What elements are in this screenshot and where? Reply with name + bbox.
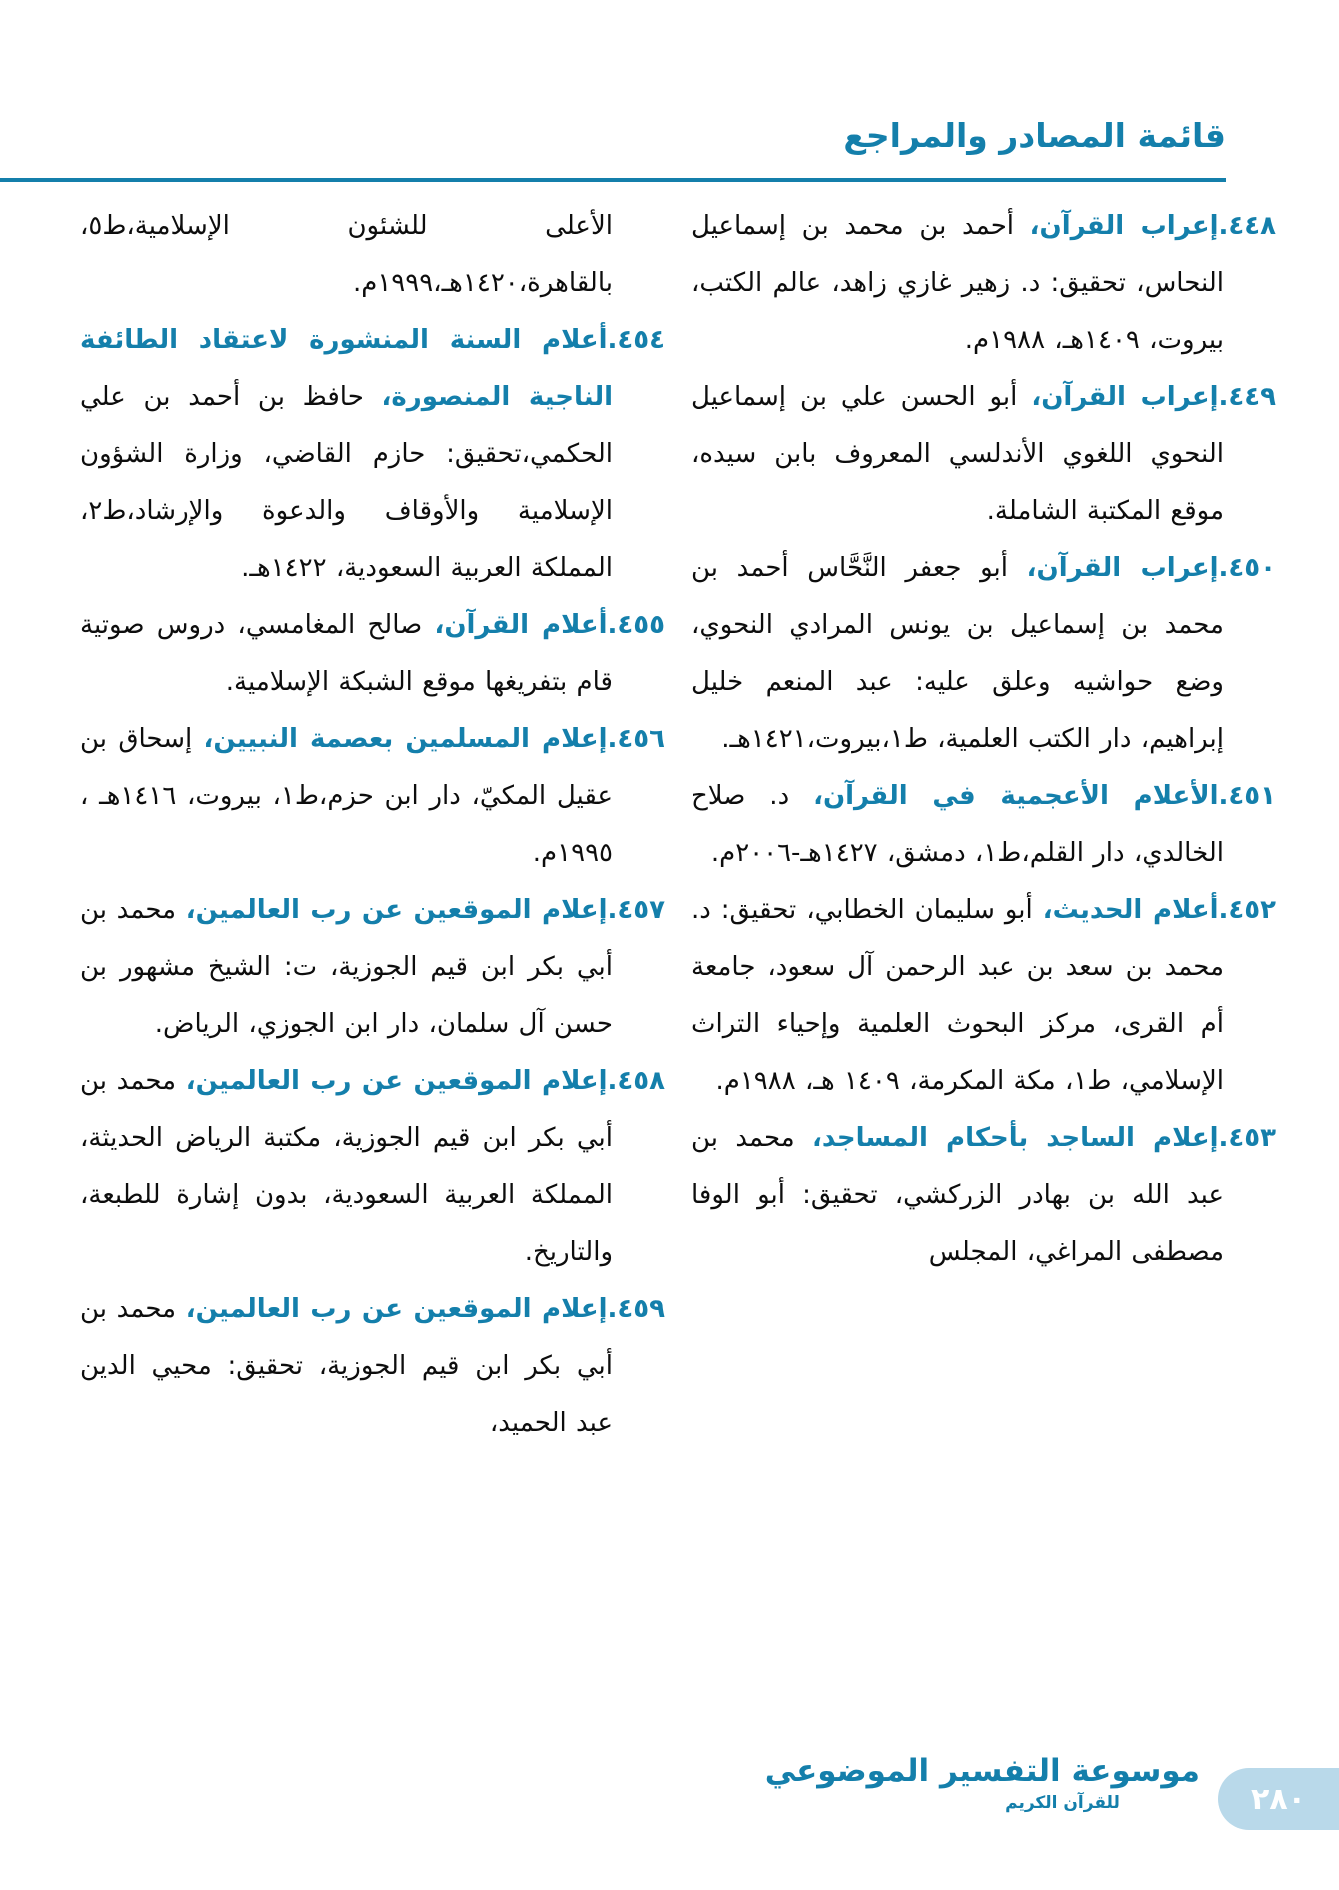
page-number-badge (1218, 1768, 1339, 1830)
header-divider-rule (0, 178, 1226, 182)
page-number: ٢٨٠ (1251, 1781, 1306, 1817)
entry-number: ٤٥٢. (1218, 895, 1276, 925)
entry-body: إسحاق بن عقيل المكيّ، دار ابن حزم،ط١، بيروت، ١٤١٦هـ ، ١٩٩٥م. (80, 724, 614, 868)
entry-body: محمد بن أبي بكر ابن قيم الجوزية، ت: الشيخ مشهور بن حسن آل سلمان، دار ابن الجوزي، الرياض. (80, 895, 613, 1039)
entry-body: محمد بن أبي بكر ابن قيم الجوزية، مكتبة الرياض الحديثة، المملكة العربية السعودية، بدون إشارة للطبعة، والتاريخ. (80, 1066, 613, 1267)
entry-title: الأعلام الأعجمية في القرآن، (813, 781, 1219, 811)
reference-entry (691, 882, 1276, 1110)
reference-entry (80, 882, 665, 1053)
entry-number: ٤٥٤. (607, 325, 665, 355)
reference-entry (80, 1281, 665, 1452)
references-column-left (80, 198, 665, 1746)
references-column-right (691, 198, 1276, 1746)
publisher-logo-title: موسوعة التفسير الموضوعي (764, 1753, 1200, 1789)
entry-title: إعلام المسلمين بعصمة النبيين، (203, 724, 608, 754)
reference-entry (691, 369, 1276, 540)
entry-title: أعلام السنة المنشورة لاعتقاد الطائفة الناجية المنصورة، (80, 325, 614, 412)
reference-entry (80, 597, 665, 711)
entry-number: ٤٤٩. (1218, 382, 1276, 412)
reference-entry (691, 768, 1276, 882)
entry-title: إعراب القرآن، (1029, 211, 1219, 241)
entry-body: أبو سليمان الخطابي، تحقيق: د. محمد بن سعد بن عبد الرحمن آل سعود، جامعة أم القرى، مركز البحوث العلمية وإحياء التراث الإسلامي، ط١، مكة المكرمة، ١٤٠٩ هـ، ١٩٨٨م. (691, 895, 1224, 1096)
entry-number: ٤٥٠. (1218, 553, 1276, 583)
reference-entry (80, 711, 665, 882)
reference-entry (691, 1110, 1276, 1281)
page-title: قائمة المصادر والمراجع (843, 116, 1226, 155)
entry-body: صالح المغامسي، دروس صوتية قام بتفريغها موقع الشبكة الإسلامية. (80, 610, 613, 697)
publisher-logo (764, 1753, 1200, 1813)
entry-body: د. صلاح الخالدي، دار القلم،ط١، دمشق، ١٤٢٧هـ-٢٠٠٦م. (691, 781, 1224, 868)
entry-body: أبو الحسن علي بن إسماعيل النحوي اللغوي الأندلسي المعروف بابن سيده، موقع المكتبة الشاملة. (691, 382, 1224, 526)
reference-entry (691, 540, 1276, 768)
entry-body: الأعلى للشئون الإسلامية،ط٥، بالقاهرة،١٤٢٠هـ،١٩٩٩م. (80, 211, 613, 298)
entry-title: إعلام الموقعين عن رب العالمين، (185, 1066, 608, 1096)
entry-number: ٤٥٦. (607, 724, 666, 754)
entry-body: أحمد بن محمد بن إسماعيل النحاس، تحقيق: د. زهير غازي زاهد، عالم الكتب، بيروت، ١٤٠٩هـ، ١٩٨٨م. (691, 211, 1224, 355)
references-list (80, 198, 1276, 1746)
entry-title: إعراب القرآن، (1026, 553, 1219, 583)
entry-number: ٤٥٩. (607, 1294, 665, 1324)
reference-entry (691, 198, 1276, 369)
entry-title: أعلام الحديث، (1042, 895, 1219, 925)
entry-number: ٤٥٨. (607, 1066, 665, 1096)
entry-body: حافظ بن أحمد بن علي الحكمي،تحقيق: حازم القاضي، وزارة الشؤون الإسلامية والأوقاف والدعوة والإرشاد،ط٢، المملكة العربية السعودية، ١٤٢٢هـ. (80, 382, 613, 583)
entry-number: ٤٤٨. (1218, 211, 1276, 241)
entry-title: إعلام الموقعين عن رب العالمين، (185, 1294, 608, 1324)
reference-entry-continuation (80, 198, 665, 312)
entry-body: محمد بن عبد الله بن بهادر الزركشي، تحقيق: أبو الوفا مصطفى المراغي، المجلس (691, 1123, 1224, 1267)
entry-title: إعراب القرآن، (1031, 382, 1219, 412)
entry-title: أعلام القرآن، (434, 610, 608, 640)
entry-number: ٤٥١. (1218, 781, 1276, 811)
entry-body: أبو جعفر النَّحَّاس أحمد بن محمد بن إسماعيل بن يونس المرادي النحوي، وضع حواشيه وعلق عليه: عبد المنعم خليل إبراهيم، دار الكتب العلمية، ط١،بيروت،١٤٢١هـ. (691, 553, 1224, 754)
entry-number: ٤٥٧. (607, 895, 665, 925)
entry-title: إعلام الساجد بأحكام المساجد، (812, 1123, 1219, 1153)
entry-body: محمد بن أبي بكر ابن قيم الجوزية، تحقيق: محيي الدين عبد الحميد، (80, 1294, 613, 1438)
reference-entry (80, 312, 665, 597)
entry-number: ٤٥٥. (607, 610, 665, 640)
entry-title: إعلام الموقعين عن رب العالمين، (185, 895, 608, 925)
entry-number: ٤٥٣. (1218, 1123, 1276, 1153)
reference-entry (80, 1053, 665, 1281)
publisher-logo-subtitle: للقرآن الكريم (1005, 1793, 1120, 1813)
